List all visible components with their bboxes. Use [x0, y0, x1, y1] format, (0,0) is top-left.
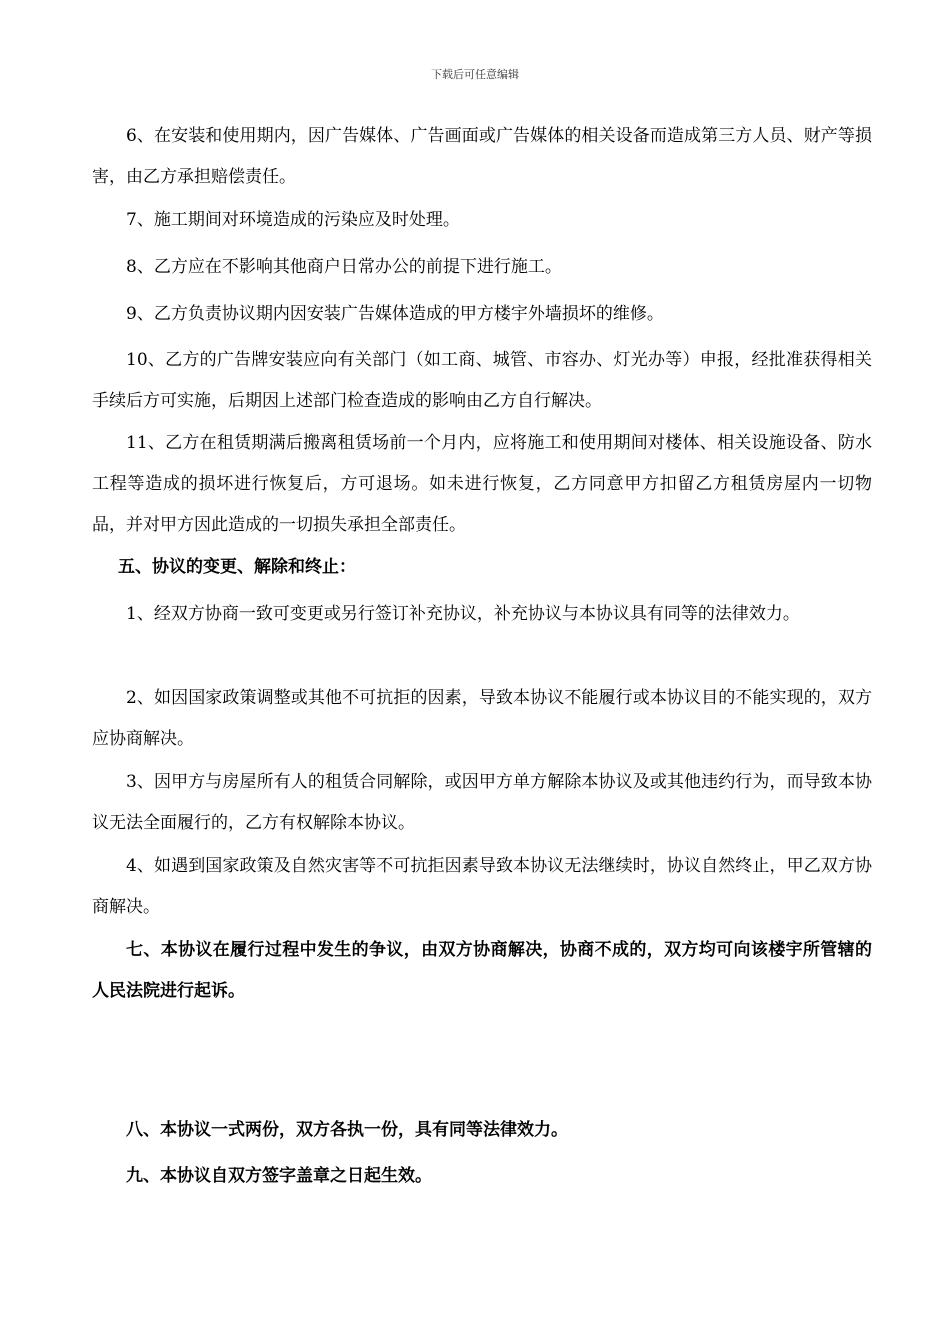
section-5-item-1: 1、经双方协商一致可变更或另行签订补充协议，补充协议与本协议具有同等的法律效力。 [126, 604, 800, 624]
clause-7-dispute: 七、本协议在履行过程中发生的争议，由双方协商解决，协商不成的，双方均可向该楼宇所管辖的人民法院进行起诉。 [92, 940, 872, 1001]
clause-8-copies: 八、本协议一式两份，双方各执一份，具有同等法律效力。 [126, 1120, 568, 1140]
clause-9-repair: 9、乙方负责协议期内因安装广告媒体造成的甲方楼宇外墙损坏的维修。 [126, 304, 664, 324]
clause-6: 6、在安装和使用期内，因广告媒体、广告画面或广告媒体的相关设备而造成第三方人员、财产等损害，由乙方承担赔偿责任。 [92, 126, 872, 187]
section-5-title: 五、协议的变更、解除和终止： [118, 557, 356, 577]
clause-8-construction: 8、乙方应在不影响其他商户日常办公的前提下进行施工。 [126, 257, 562, 277]
clause-9-effective: 九、本协议自双方签字盖章之日起生效。 [126, 1166, 432, 1186]
clause-7-env: 7、施工期间对环境造成的污染应及时处理。 [126, 210, 460, 230]
page-header: 下载后可任意编辑 [431, 68, 519, 81]
section-5-item-2: 2、如因国家政策调整或其他不可抗拒的因素，导致本协议不能履行或本协议目的不能实现的，双方应协商解决。 [92, 688, 872, 749]
clause-11-restoration: 11、乙方在租赁期满后搬离租赁场前一个月内，应将施工和使用期间对楼体、相关设施设备、防水工程等造成的损坏进行恢复后，方可退场。如未进行恢复，乙方同意甲方扣留乙方租赁房屋内一切物品，并对甲方因此造成的一切损失承担全部责任。 [92, 433, 872, 535]
section-5-item-4: 4、如遇到国家政策及自然灾害等不可抗拒因素导致本协议无法继续时，协议自然终止，甲乙双方协商解决。 [92, 856, 872, 917]
clause-10-declaration: 10、乙方的广告牌安装应向有关部门（如工商、城管、市容办、灯光办等）申报，经批准获得相关手续后方可实施，后期因上述部门检查造成的影响由乙方自行解决。 [92, 350, 872, 411]
section-5-item-3: 3、因甲方与房屋所有人的租赁合同解除，或因甲方单方解除本协议及或其他违约行为，而导致本协议无法全面履行的，乙方有权解除本协议。 [92, 772, 872, 833]
